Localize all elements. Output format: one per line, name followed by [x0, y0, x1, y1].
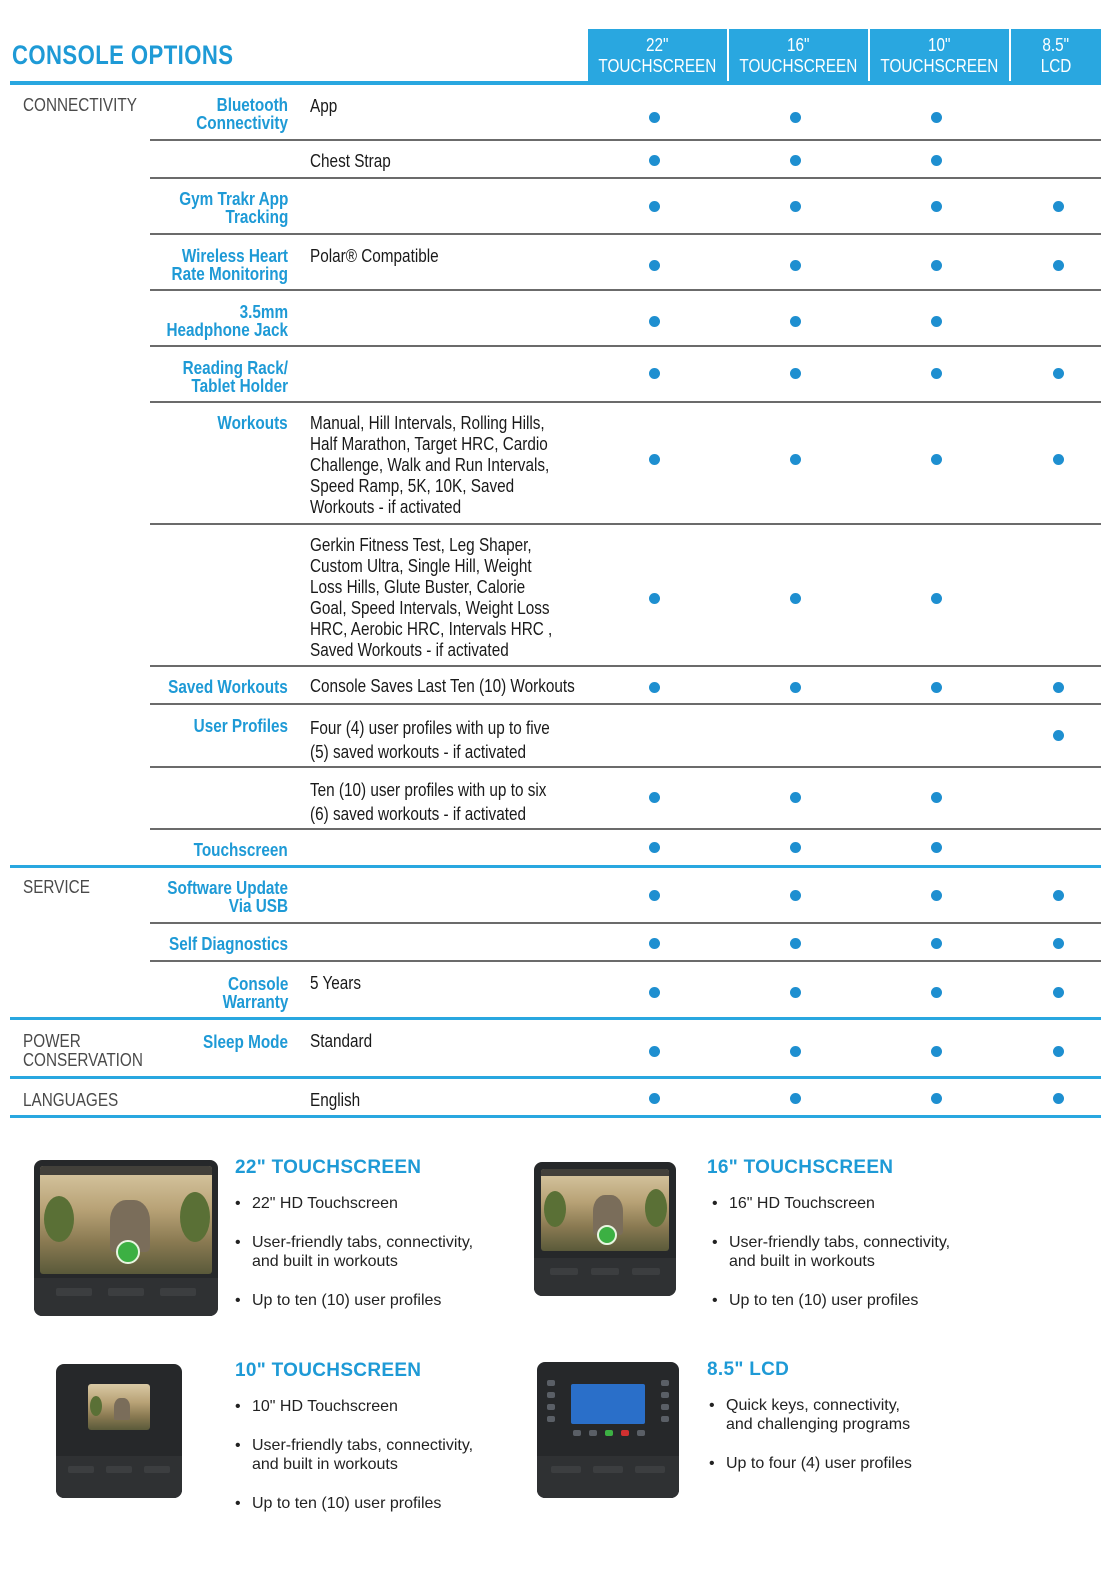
availability-dot	[790, 987, 801, 998]
feature-label: Software Update Via USB	[167, 878, 288, 916]
feature-label: 3.5mm Headphone Jack	[166, 302, 288, 340]
availability-dot	[790, 792, 801, 803]
feature-label: Wireless Heart Rate Monitoring	[171, 246, 288, 284]
feature-label: Console Warranty	[222, 974, 288, 1012]
availability-dot	[649, 938, 660, 949]
column-header-line2: TOUCHSCREEN	[598, 55, 717, 76]
column-header-line2: TOUCHSCREEN	[739, 55, 858, 76]
product-bullet: • 10" HD Touchscreen	[235, 1397, 535, 1416]
row-divider	[150, 289, 1101, 291]
availability-dot	[790, 1093, 801, 1104]
console-10-image	[56, 1364, 182, 1498]
row-divider	[150, 177, 1101, 179]
availability-dot	[790, 112, 801, 123]
feature-detail: Ten (10) user profiles with up to six (6) saved workouts - if activated	[310, 780, 547, 824]
availability-dot	[1053, 454, 1064, 465]
console-16-image	[534, 1162, 676, 1296]
product-title-22: 22" TOUCHSCREEN	[235, 1157, 422, 1178]
row-divider	[150, 703, 1101, 705]
column-header-line2: TOUCHSCREEN	[880, 55, 999, 76]
row-divider	[150, 401, 1101, 403]
product-bullets-10	[235, 1397, 535, 1533]
availability-dot	[931, 938, 942, 949]
section-languages: LANGUAGES	[23, 1090, 119, 1110]
availability-dot	[1053, 260, 1064, 271]
section-divider	[10, 1076, 1101, 1079]
column-header-16-touchscreen	[729, 29, 868, 82]
availability-dot	[790, 593, 801, 604]
availability-dot	[649, 201, 660, 212]
product-bullet: • Up to ten (10) user profiles	[235, 1494, 535, 1513]
availability-dot	[790, 682, 801, 693]
availability-dot	[1053, 938, 1064, 949]
feature-detail: Manual, Hill Intervals, Rolling Hills, Half Marathon, Target HRC, Cardio Challenge, Walk and Run Intervals, Speed Ramp, 5K, 10K, Saved Workouts - if activated	[310, 413, 550, 517]
column-header-line1: 8.5"	[1042, 34, 1070, 55]
feature-label: Workouts	[217, 413, 288, 433]
column-header-line1: 16"	[787, 34, 810, 55]
availability-dot	[931, 682, 942, 693]
product-bullet: • 22" HD Touchscreen	[235, 1194, 535, 1213]
availability-dot	[649, 260, 660, 271]
row-divider	[150, 665, 1101, 667]
availability-dot	[931, 368, 942, 379]
availability-dot	[649, 792, 660, 803]
column-header-line2: LCD	[1040, 55, 1072, 76]
feature-detail: Console Saves Last Ten (10) Workouts	[310, 676, 575, 696]
product-title-8-5: 8.5" LCD	[707, 1359, 790, 1380]
availability-dot	[649, 1093, 660, 1104]
console-8-5-lcd-image	[537, 1362, 679, 1498]
section-connectivity: CONNECTIVITY	[23, 95, 137, 115]
availability-dot	[1053, 682, 1064, 693]
availability-dot	[931, 260, 942, 271]
availability-dot	[649, 368, 660, 379]
availability-dot	[1053, 890, 1064, 901]
product-bullets-22	[235, 1194, 535, 1330]
availability-dot	[649, 155, 660, 166]
availability-dot	[931, 112, 942, 123]
availability-dot	[649, 1046, 660, 1057]
feature-label: Gym Trakr App Tracking	[178, 189, 288, 227]
column-header-10-touchscreen	[870, 29, 1009, 82]
availability-dot	[1053, 201, 1064, 212]
row-divider	[150, 523, 1101, 525]
feature-label: User Profiles	[193, 716, 288, 736]
feature-detail: Gerkin Fitness Test, Leg Shaper, Custom Ultra, Single Hill, Weight Loss Hills, Glute Buster, Calorie Goal, Speed Intervals, Weight Loss HRC, Aerobic HRC, Intervals HRC , Saved Workouts - if activated	[310, 535, 553, 660]
section-power-conservation: POWER CONSERVATION	[23, 1031, 143, 1070]
availability-dot	[790, 155, 801, 166]
product-bullet: • Up to ten (10) user profiles	[235, 1291, 535, 1310]
availability-dot	[649, 454, 660, 465]
feature-label: Bluetooth Connectivity	[196, 95, 288, 133]
feature-detail: Chest Strap	[310, 151, 391, 171]
availability-dot	[790, 938, 801, 949]
availability-dot	[649, 316, 660, 327]
availability-dot	[931, 201, 942, 212]
product-title-16: 16" TOUCHSCREEN	[707, 1157, 894, 1178]
product-bullets-8-5	[709, 1396, 1009, 1493]
product-bullet: • Up to ten (10) user profiles	[712, 1291, 1012, 1310]
availability-dot	[931, 1093, 942, 1104]
feature-label: Reading Rack/ Tablet Holder	[182, 358, 288, 396]
availability-dot	[649, 987, 660, 998]
section-divider	[10, 865, 1101, 868]
product-bullet: • User-friendly tabs, connectivity, and built in workouts	[235, 1233, 535, 1271]
product-bullets-16	[712, 1194, 1012, 1330]
availability-dot	[790, 260, 801, 271]
column-header-line1: 22"	[646, 34, 669, 55]
feature-detail: English	[310, 1090, 361, 1110]
availability-dot	[1053, 730, 1064, 741]
availability-dot	[790, 201, 801, 212]
availability-dot	[931, 454, 942, 465]
availability-dot	[649, 682, 660, 693]
row-divider	[150, 960, 1101, 962]
product-title-10: 10" TOUCHSCREEN	[235, 1360, 422, 1381]
availability-dot	[649, 593, 660, 604]
availability-dot	[1053, 1046, 1064, 1057]
feature-detail: Standard	[310, 1031, 373, 1051]
availability-dot	[1053, 368, 1064, 379]
product-bullet: • Quick keys, connectivity, and challenging programs	[709, 1396, 1009, 1434]
feature-label: Saved Workouts	[168, 677, 288, 697]
availability-dot	[931, 1046, 942, 1057]
product-bullet: • Up to four (4) user profiles	[709, 1454, 1009, 1473]
column-header-8-5-lcd	[1011, 29, 1101, 82]
console-22-image	[34, 1160, 218, 1316]
product-bullet: • User-friendly tabs, connectivity, and built in workouts	[712, 1233, 1012, 1271]
row-divider	[150, 922, 1101, 924]
availability-dot	[790, 842, 801, 853]
availability-dot	[790, 454, 801, 465]
row-divider	[150, 828, 1101, 830]
availability-dot	[931, 987, 942, 998]
feature-detail: Four (4) user profiles with up to five (5) saved workouts - if activated	[310, 718, 550, 762]
page-title: CONSOLE OPTIONS	[12, 40, 234, 70]
section-divider	[10, 1115, 1101, 1118]
availability-dot	[649, 112, 660, 123]
row-divider	[150, 345, 1101, 347]
availability-dot	[931, 155, 942, 166]
feature-label: Touchscreen	[193, 840, 288, 860]
row-divider	[150, 233, 1101, 235]
column-header-22-touchscreen	[588, 29, 727, 82]
availability-dot	[1053, 1093, 1064, 1104]
feature-label: Sleep Mode	[202, 1032, 288, 1052]
availability-dot	[790, 316, 801, 327]
availability-dot	[790, 890, 801, 901]
product-bullet: • User-friendly tabs, connectivity, and built in workouts	[235, 1436, 535, 1474]
availability-dot	[1053, 987, 1064, 998]
product-bullet: • 16" HD Touchscreen	[712, 1194, 1012, 1213]
availability-dot	[931, 792, 942, 803]
availability-dot	[649, 842, 660, 853]
section-service: SERVICE	[23, 877, 90, 897]
availability-dot	[931, 842, 942, 853]
availability-dot	[790, 1046, 801, 1057]
availability-dot	[931, 593, 942, 604]
availability-dot	[931, 890, 942, 901]
availability-dot	[931, 316, 942, 327]
feature-detail: Polar® Compatible	[310, 246, 439, 266]
availability-dot	[649, 890, 660, 901]
feature-detail: App	[310, 96, 338, 116]
row-divider	[150, 139, 1101, 141]
row-divider	[150, 766, 1101, 768]
availability-dot	[790, 368, 801, 379]
feature-label: Self Diagnostics	[168, 934, 288, 954]
column-header-line1: 10"	[928, 34, 951, 55]
section-divider	[10, 1017, 1101, 1020]
feature-detail: 5 Years	[310, 973, 362, 993]
